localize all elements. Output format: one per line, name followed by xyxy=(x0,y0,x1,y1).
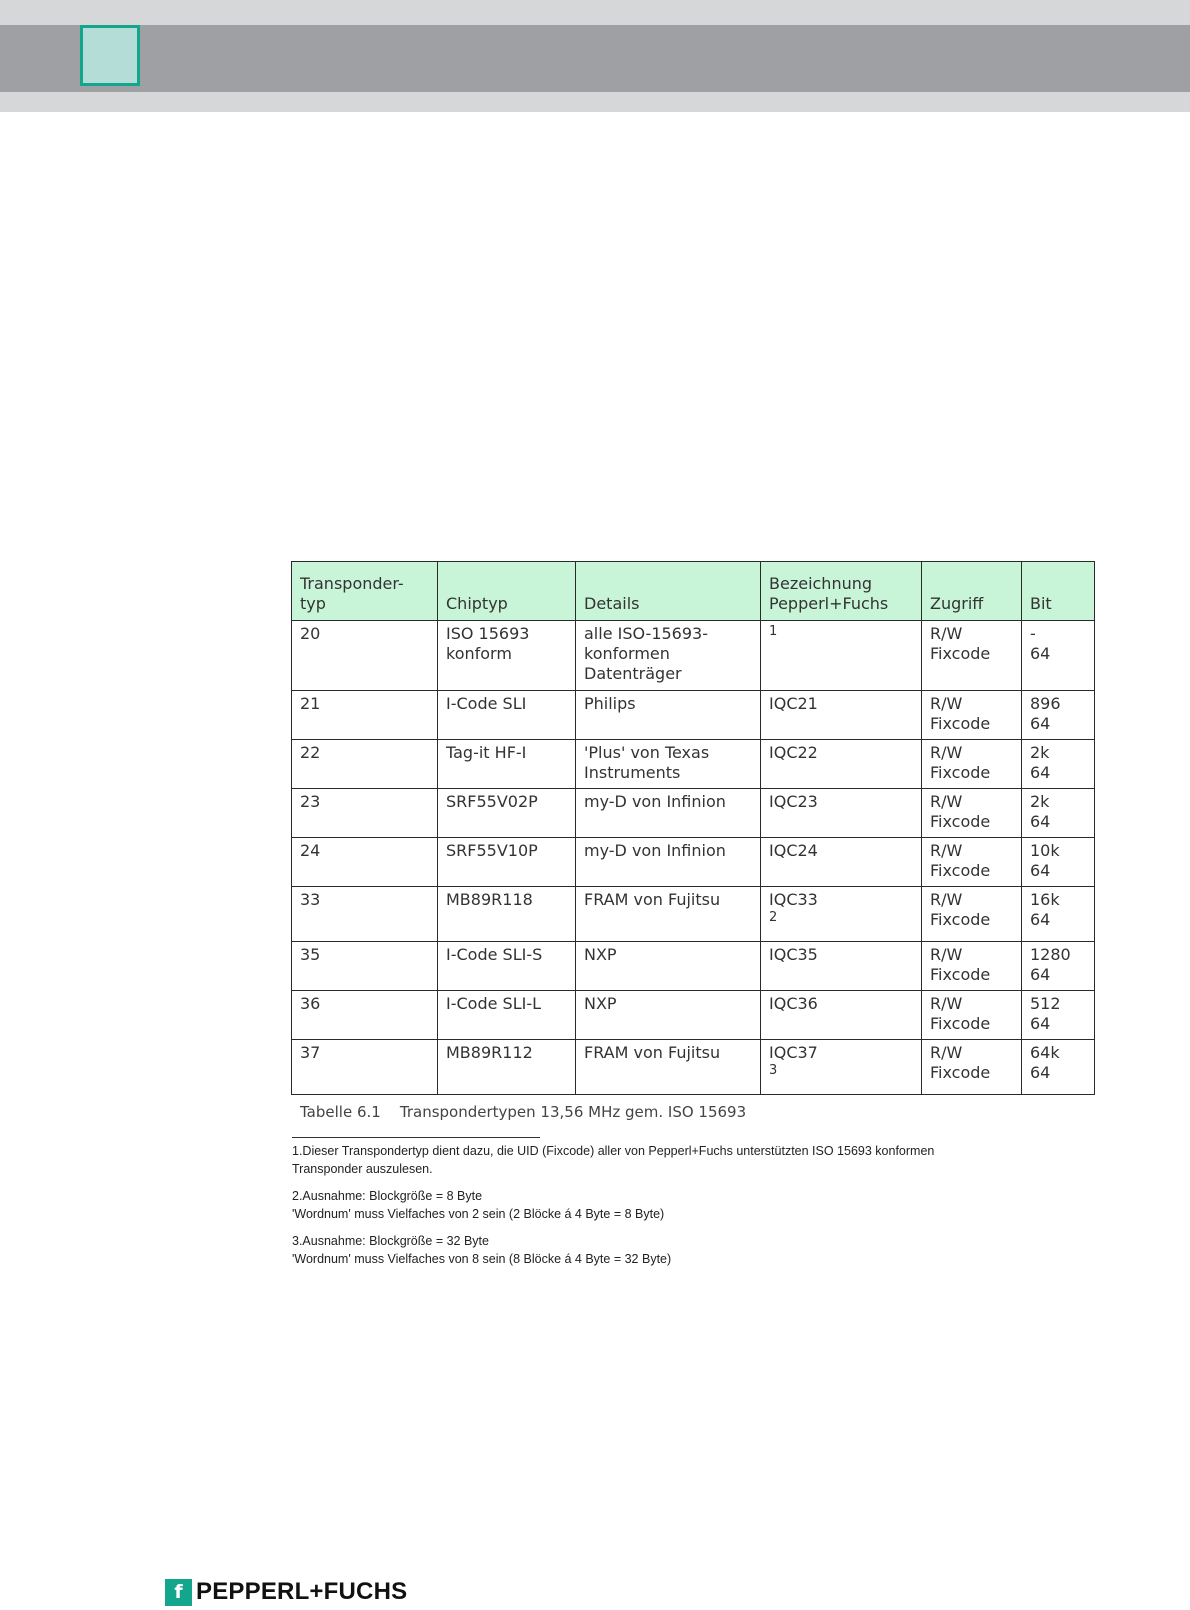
chapter-marker-box xyxy=(80,25,140,86)
cell-bit: - 64 xyxy=(1022,621,1095,691)
cell-typ: 21 xyxy=(292,691,438,740)
cell-typ: 37 xyxy=(292,1040,438,1095)
table-row xyxy=(292,621,1095,691)
cell-typ: 20 xyxy=(292,621,438,691)
cell-typ: 23 xyxy=(292,789,438,838)
pepperl-fuchs-logo-icon: f xyxy=(165,1579,192,1606)
cell-bezeichnung-value: IQC36 xyxy=(769,994,818,1013)
cell-bit: 512 64 xyxy=(1022,991,1095,1040)
cell-bezeichnung xyxy=(761,942,922,991)
cell-bezeichnung xyxy=(761,621,922,691)
table-row xyxy=(292,942,1095,991)
col-header-zugriff: Zugriff xyxy=(922,562,1022,621)
cell-chiptyp: MB89R112 xyxy=(438,1040,576,1095)
pepperl-fuchs-logo xyxy=(165,1577,407,1607)
header-band-top xyxy=(0,0,1190,25)
cell-bezeichnung xyxy=(761,1040,922,1095)
footnote-ref: 3 xyxy=(769,1063,778,1078)
col-header-bezeichnung: Bezeichnung Pepperl+Fuchs xyxy=(761,562,922,621)
cell-bit: 2k 64 xyxy=(1022,740,1095,789)
footnote-3: 3.Ausnahme: Blockgröße = 32 Byte 'Wordnum' muss Vielfaches von 8 sein (8 Blöcke á 4 Byte = 32 Byte) xyxy=(292,1234,672,1266)
cell-details: Philips xyxy=(576,691,761,740)
footnote-2: 2.Ausnahme: Blockgröße = 8 Byte 'Wordnum' muss Vielfaches von 2 sein (2 Blöcke á 4 Byte = 8 Byte) xyxy=(292,1189,665,1221)
cell-bit: 64k 64 xyxy=(1022,1040,1095,1095)
footnote-ref: 1 xyxy=(769,624,778,639)
cell-typ: 36 xyxy=(292,991,438,1040)
cell-zugriff: R/W Fixcode xyxy=(922,691,1022,740)
cell-typ: 33 xyxy=(292,887,438,942)
cell-zugriff: R/W Fixcode xyxy=(922,1040,1022,1095)
cell-bezeichnung-value: IQC24 xyxy=(769,841,818,860)
cell-bezeichnung-value: IQC37 xyxy=(769,1043,818,1062)
header-band-bottom xyxy=(0,92,1190,112)
cell-zugriff: R/W Fixcode xyxy=(922,740,1022,789)
cell-details: 'Plus' von Texas Instruments xyxy=(576,740,761,789)
cell-chiptyp: ISO 15693 konform xyxy=(438,621,576,691)
footnotes xyxy=(292,1142,1092,1277)
cell-bezeichnung xyxy=(761,691,922,740)
cell-chiptyp: Tag-it HF-I xyxy=(438,740,576,789)
table-row xyxy=(292,1040,1095,1095)
table-row xyxy=(292,991,1095,1040)
cell-bit: 10k 64 xyxy=(1022,838,1095,887)
cell-details: alle ISO-15693- konformen Datenträger xyxy=(576,621,761,691)
col-header-chiptyp: Chiptyp xyxy=(438,562,576,621)
cell-details: FRAM von Fujitsu xyxy=(576,887,761,942)
col-header-bit: Bit xyxy=(1022,562,1095,621)
cell-bit: 896 64 xyxy=(1022,691,1095,740)
cell-bezeichnung-value: IQC22 xyxy=(769,743,818,762)
cell-chiptyp: SRF55V02P xyxy=(438,789,576,838)
cell-bit: 1280 64 xyxy=(1022,942,1095,991)
cell-chiptyp: I-Code SLI xyxy=(438,691,576,740)
cell-chiptyp: SRF55V10P xyxy=(438,838,576,887)
cell-bit: 2k 64 xyxy=(1022,789,1095,838)
cell-bezeichnung-value: IQC23 xyxy=(769,792,818,811)
cell-bezeichnung xyxy=(761,838,922,887)
footnote-ref: 2 xyxy=(769,910,778,925)
cell-zugriff: R/W Fixcode xyxy=(922,621,1022,691)
table-row xyxy=(292,838,1095,887)
table-header xyxy=(292,562,1095,621)
cell-chiptyp: MB89R118 xyxy=(438,887,576,942)
cell-typ: 22 xyxy=(292,740,438,789)
cell-bezeichnung xyxy=(761,991,922,1040)
cell-zugriff: R/W Fixcode xyxy=(922,838,1022,887)
footnote-1: 1.Dieser Transpondertyp dient dazu, die UID (Fixcode) aller von Pepperl+Fuchs unterstützten ISO 15693 konformen Transponder auszulesen. xyxy=(292,1144,935,1176)
cell-details: NXP xyxy=(576,942,761,991)
header-band xyxy=(0,25,1190,92)
cell-typ: 24 xyxy=(292,838,438,887)
footnote-divider xyxy=(292,1137,540,1138)
cell-details: NXP xyxy=(576,991,761,1040)
logo-text: PEPPERL+FUCHS xyxy=(196,1578,408,1605)
cell-bezeichnung-value: IQC35 xyxy=(769,945,818,964)
table-row xyxy=(292,789,1095,838)
transponder-table xyxy=(291,561,1095,1095)
col-header-details: Details xyxy=(576,562,761,621)
cell-details: my-D von Infinion xyxy=(576,789,761,838)
cell-bezeichnung xyxy=(761,740,922,789)
table-row xyxy=(292,887,1095,942)
col-header-transpondertyp: Transponder- typ xyxy=(292,562,438,621)
cell-bezeichnung xyxy=(761,887,922,942)
table-caption: Tabelle 6.1 Transpondertypen 13,56 MHz gem. ISO 15693 xyxy=(300,1103,747,1121)
cell-bezeichnung-value: IQC33 xyxy=(769,890,818,909)
cell-details: FRAM von Fujitsu xyxy=(576,1040,761,1095)
cell-details: my-D von Infinion xyxy=(576,838,761,887)
cell-zugriff: R/W Fixcode xyxy=(922,789,1022,838)
cell-zugriff: R/W Fixcode xyxy=(922,991,1022,1040)
cell-bezeichnung xyxy=(761,789,922,838)
cell-chiptyp: I-Code SLI-L xyxy=(438,991,576,1040)
cell-zugriff: R/W Fixcode xyxy=(922,887,1022,942)
cell-bit: 16k 64 xyxy=(1022,887,1095,942)
cell-typ: 35 xyxy=(292,942,438,991)
table-row xyxy=(292,740,1095,789)
cell-bezeichnung-value: IQC21 xyxy=(769,694,818,713)
table-row xyxy=(292,691,1095,740)
cell-zugriff: R/W Fixcode xyxy=(922,942,1022,991)
cell-chiptyp: I-Code SLI-S xyxy=(438,942,576,991)
